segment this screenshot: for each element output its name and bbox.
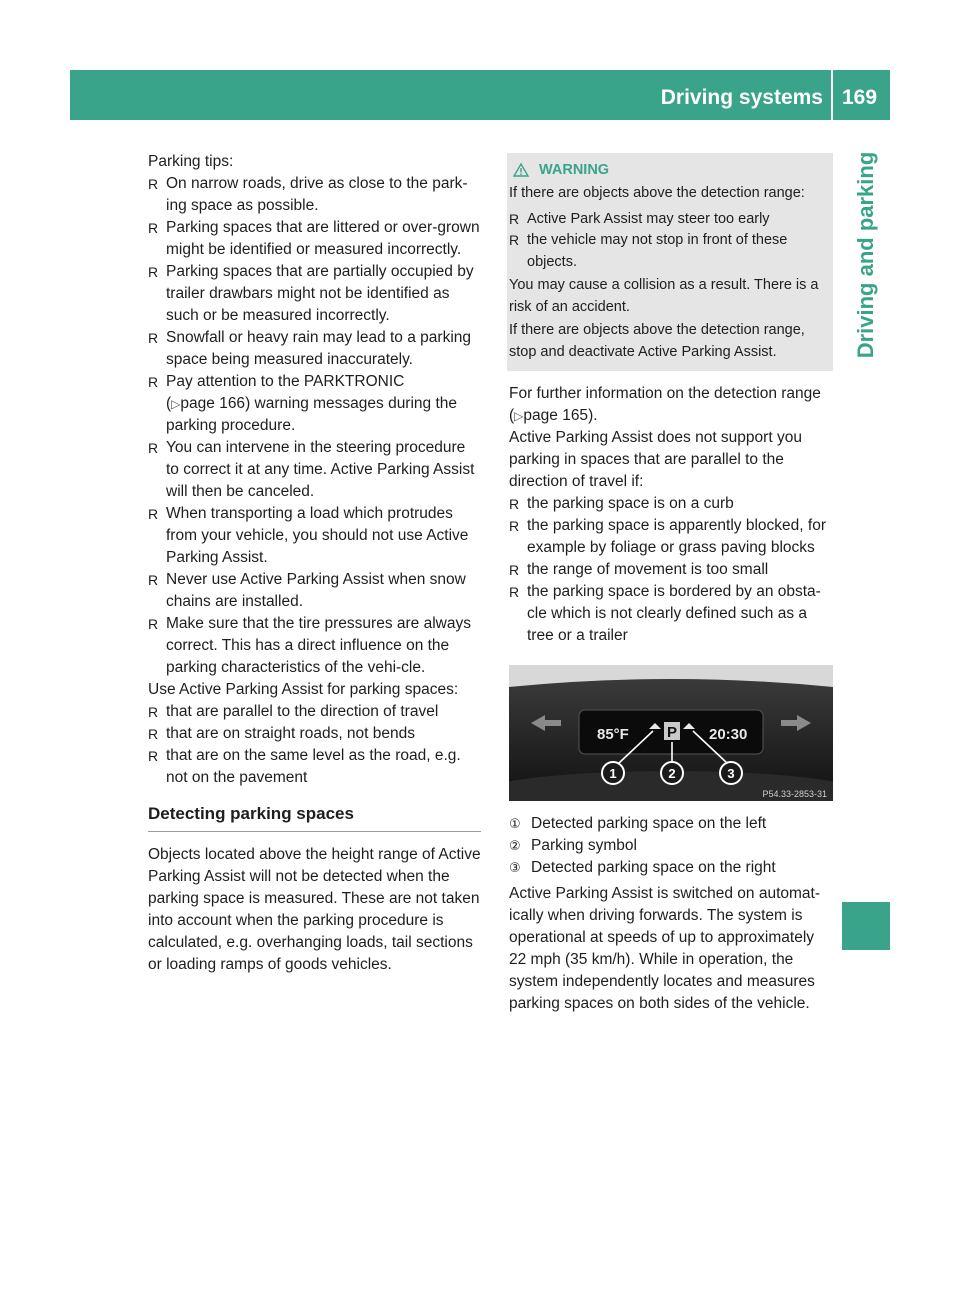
bullet-icon: R	[509, 562, 520, 578]
parking-symbol: P	[667, 724, 678, 741]
legend-number: ②	[509, 838, 521, 853]
figure-code: P54.33-2853-31	[762, 789, 827, 799]
list-item: R that are parallel to the direction of travel	[148, 701, 481, 723]
bullet-icon: R	[148, 264, 159, 280]
list-item: R On narrow roads, drive as close to the park-ing space as possible.	[148, 175, 468, 214]
list-item: R Pay attention to the PARKTRONIC (▷page 166) warning messages during the parking procedure.	[148, 373, 458, 434]
right-column	[509, 153, 833, 1015]
list-item: R the range of movement is too small	[509, 559, 833, 581]
list-item: R Never use Active Parking Assist when snow chains are installed.	[148, 571, 466, 610]
list-item: R that are on the same level as the road, e.g. not on the pavement	[148, 747, 461, 786]
temperature-readout: 85°F	[597, 726, 629, 743]
legend-number: ①	[509, 816, 521, 831]
list-item: R Snowfall or heavy rain may lead to a parking space being measured inaccurately.	[148, 329, 471, 368]
list-item: R Parking spaces that are littered or over-grown might be identified or measured incorrectly.	[148, 219, 480, 258]
warning-paragraph: You may cause a collision as a result. There is a risk of an accident.	[509, 277, 819, 315]
legend-item: ② Parking symbol	[509, 835, 833, 857]
bullet-icon: R	[148, 704, 159, 720]
warning-title: WARNING	[509, 159, 825, 181]
bullet-icon: R	[148, 374, 159, 390]
use-intro: Use Active Parking Assist for parking spaces:	[148, 681, 459, 698]
list-item: R the parking space is apparently blocked, for example by foliage or grass paving blocks	[509, 517, 826, 556]
bullet-icon: R	[148, 440, 159, 456]
warning-list	[509, 209, 825, 274]
list-item: R the vehicle may not stop in front of these objects.	[509, 232, 788, 270]
list-item: R You can intervene in the steering procedure to correct it at any time. Active Parking Assist will then be canceled.	[148, 439, 475, 500]
bullet-icon: R	[148, 616, 159, 632]
use-list	[148, 701, 481, 789]
instrument-cluster-figure	[509, 665, 833, 801]
page-reference-link[interactable]: page 166	[180, 395, 246, 412]
conditions-list	[509, 493, 833, 647]
bullet-icon: R	[148, 572, 159, 588]
warning-intro: If there are objects above the detection range:	[509, 185, 805, 201]
section-title: Driving systems	[660, 86, 823, 109]
parking-tips-list	[148, 173, 481, 679]
page-reference-link[interactable]: page 165	[523, 407, 589, 424]
bullet-icon: R	[148, 176, 159, 192]
warning-icon	[513, 163, 529, 177]
section-heading: Detecting parking spaces	[148, 803, 481, 832]
bullet-icon: R	[509, 518, 520, 534]
page-ref-arrow-icon: ▷	[514, 409, 524, 423]
bullet-icon: R	[509, 210, 520, 227]
list-item: R Active Park Assist may steer too early	[509, 209, 825, 231]
detect-paragraph: Objects located above the height range of Active Parking Assist will not be detected when the parking space is measured. These are not taken into account when the parking procedure is calculated, e.g. overhanging loads, tail sections or loading ramps of goods vehicles.	[148, 846, 481, 973]
bullet-icon: R	[509, 496, 520, 512]
svg-text:3: 3	[727, 766, 735, 781]
parking-tips-intro: Parking tips:	[148, 153, 234, 170]
list-item: R Parking spaces that are partially occupied by trailer drawbars might not be identified as such or be measured incorrectly.	[148, 263, 474, 324]
bullet-icon: R	[509, 232, 520, 248]
list-item: R Make sure that the tire pressures are always correct. This has a direct influence on the parking characteristics of the vehi-cle.	[148, 615, 471, 676]
legend-item: ③ Detected parking space on the right	[509, 857, 833, 879]
bullet-icon: R	[148, 330, 159, 346]
svg-text:1: 1	[609, 766, 617, 781]
page-ref-arrow-icon: ▷	[171, 397, 181, 411]
legend-number: ③	[509, 860, 521, 875]
list-item: R the parking space is on a curb	[509, 493, 833, 515]
bullet-icon: R	[148, 726, 159, 742]
not-support-paragraph: Active Parking Assist does not support you parking in spaces that are parallel to the direction of travel if:	[509, 429, 802, 490]
side-marker	[842, 902, 890, 950]
further-info: For further information on the detection range (▷page 165).	[509, 385, 821, 424]
warning-paragraph: If there are objects above the detection range, stop and deactivate Active Parking Assist.	[509, 322, 805, 360]
list-item: R that are on straight roads, not bends	[148, 723, 481, 745]
list-item: R When transporting a load which protrudes from your vehicle, you should not use Active Parking Assist.	[148, 505, 469, 566]
bullet-icon: R	[148, 220, 159, 236]
closing-paragraph: Active Parking Assist is switched on automat-ically when driving forwards. The system is operational at speeds of up to approximately 22 mph (35 km/h). While in operation, the system independently locates and measures parking spaces on both sides of the vehicle.	[509, 885, 820, 1012]
warning-box	[507, 153, 833, 371]
bullet-icon: R	[148, 748, 159, 764]
list-item: R the parking space is bordered by an obsta-cle which is not clearly defined such as a tree or a trailer	[509, 583, 821, 644]
header-divider	[831, 70, 833, 120]
left-column	[148, 151, 481, 976]
legend-item: ① Detected parking space on the left	[509, 813, 833, 835]
svg-text:2: 2	[668, 766, 676, 781]
page-number: 169	[842, 86, 878, 109]
clock-readout: 20:30	[709, 726, 748, 743]
bullet-icon: R	[148, 506, 159, 522]
instrument-cluster-illustration	[509, 665, 833, 801]
side-tab-label: Driving and parking	[853, 151, 878, 359]
figure-legend	[509, 813, 833, 879]
bullet-icon: R	[509, 584, 520, 600]
